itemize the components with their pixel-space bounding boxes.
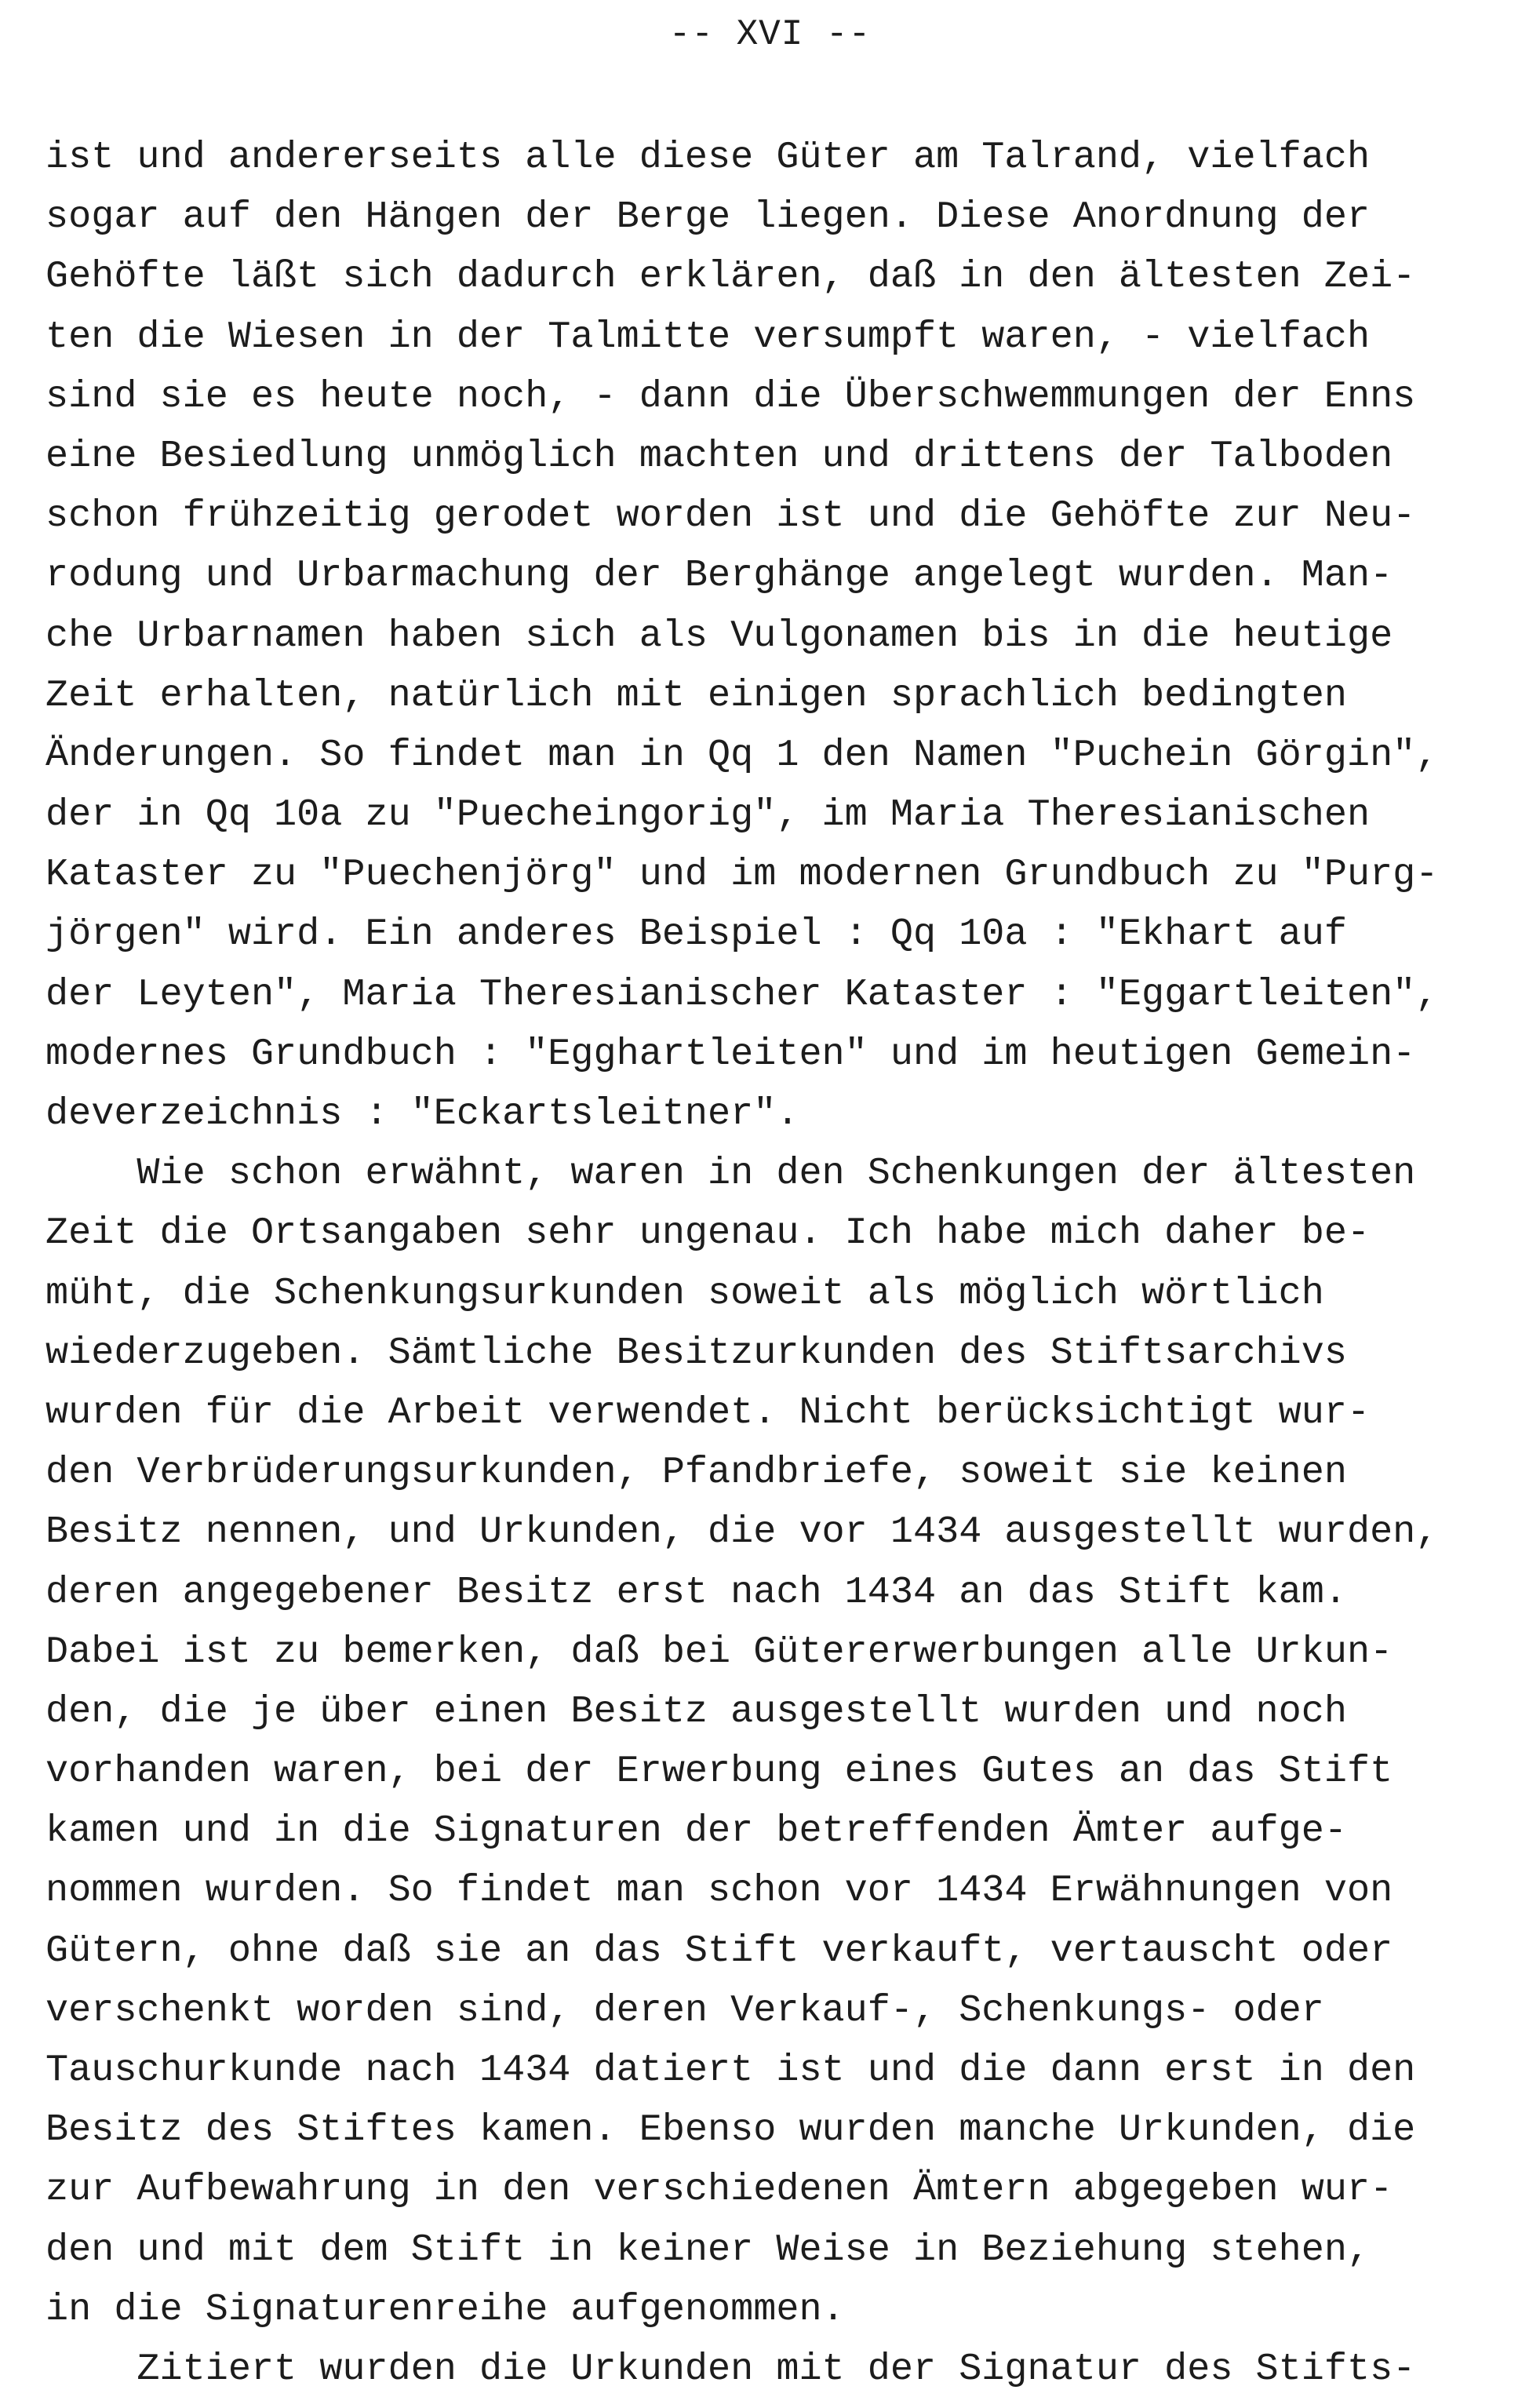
page-number: -- XVI --	[668, 14, 872, 55]
text-line: wurden für die Arbeit verwendet. Nicht berücksichtigt wur-	[46, 1390, 1371, 1434]
text-line: Gehöfte läßt sich dadurch erklären, daß in den ältesten Zei-	[46, 255, 1416, 299]
text-line: müht, die Schenkungsurkunden soweit als möglich wörtlich	[46, 1271, 1324, 1315]
text-line: Besitz nennen, und Urkunden, die vor 1434 ausgestellt wurden,	[46, 1510, 1439, 1554]
text-line: verschenkt worden sind, deren Verkauf-, Schenkungs- oder	[46, 1988, 1324, 2032]
text-line: den und mit dem Stift in keiner Weise in Beziehung stehen,	[46, 2228, 1371, 2271]
text-line: den, die je über einen Besitz ausgestellt wurden und noch	[46, 1689, 1347, 1733]
text-line: rodung und Urbarmachung der Berghänge angelegt wurden. Man-	[46, 554, 1393, 598]
text-line: sogar auf den Hängen der Berge liegen. Diese Anordnung der	[46, 195, 1371, 239]
text-line: wiederzugeben. Sämtliche Besitzurkunden des Stiftsarchivs	[46, 1331, 1347, 1375]
text-line: Zeit erhalten, natürlich mit einigen sprachlich bedingten	[46, 673, 1347, 717]
text-line: den Verbrüderungsurkunden, Pfandbriefe, soweit sie keinen	[46, 1451, 1347, 1495]
text-line: eine Besiedlung unmöglich machten und drittens der Talboden	[46, 434, 1393, 478]
text-line: der Leyten", Maria Theresianischer Kataster : "Eggartleiten",	[46, 972, 1439, 1016]
text-line: jörgen" wird. Ein anderes Beispiel : Qq 10a : "Ekhart auf	[46, 913, 1347, 956]
text-line: Dabei ist zu bemerken, daß bei Gütererwerbungen alle Urkun-	[46, 1630, 1393, 1674]
text-line: in die Signaturenreihe aufgenommen.	[46, 2287, 845, 2331]
text-line: vorhanden waren, bei der Erwerbung eines Gutes an das Stift	[46, 1750, 1393, 1794]
text-line: zur Aufbewahrung in den verschiedenen Ämtern abgegeben wur-	[46, 2168, 1393, 2212]
text-line: der in Qq 10a zu "Puecheingorig", im Maria Theresianischen	[46, 793, 1371, 837]
text-line: Gütern, ohne daß sie an das Stift verkauft, vertauscht oder	[46, 1929, 1393, 1973]
text-line: Zeit die Ortsangaben sehr ungenau. Ich habe mich daher be-	[46, 1211, 1371, 1255]
text-line: modernes Grundbuch : "Egghartleiten" und im heutigen Gemein-	[46, 1032, 1416, 1076]
text-line: ist und andererseits alle diese Güter am Talrand, vielfach	[46, 136, 1371, 179]
text-line: Tauschurkunde nach 1434 datiert ist und die dann erst in den	[46, 2049, 1416, 2092]
text-line: Besitz des Stiftes kamen. Ebenso wurden manche Urkunden, die	[46, 2108, 1416, 2152]
text-line: deverzeichnis : "Eckartsleitner".	[46, 1092, 799, 1135]
text-line: sind sie es heute noch, - dann die Überschwemmungen der Enns	[46, 374, 1416, 418]
text-line: Wie schon erwähnt, waren in den Schenkungen der ältesten	[46, 1152, 1416, 1196]
text-line: Zitiert wurden die Urkunden mit der Signatur des Stifts-	[46, 2347, 1416, 2391]
text-line: nommen wurden. So findet man schon vor 1434 Erwähnungen von	[46, 1869, 1393, 1913]
text-line: che Urbarnamen haben sich als Vulgonamen bis in die heutige	[46, 614, 1393, 658]
text-line: ten die Wiesen in der Talmitte versumpft waren, - vielfach	[46, 315, 1371, 359]
text-line: deren angegebener Besitz erst nach 1434 an das Stift kam.	[46, 1570, 1347, 1614]
body-text	[46, 128, 1528, 2399]
text-line: Änderungen. So findet man in Qq 1 den Namen "Puchein Görgin",	[46, 733, 1439, 777]
text-line: kamen und in die Signaturen der betreffenden Ämter aufge-	[46, 1809, 1347, 1853]
text-line: Kataster zu "Puechenjörg" und im modernen Grundbuch zu "Purg-	[46, 853, 1439, 897]
text-line: schon frühzeitig gerodet worden ist und die Gehöfte zur Neu-	[46, 494, 1416, 538]
